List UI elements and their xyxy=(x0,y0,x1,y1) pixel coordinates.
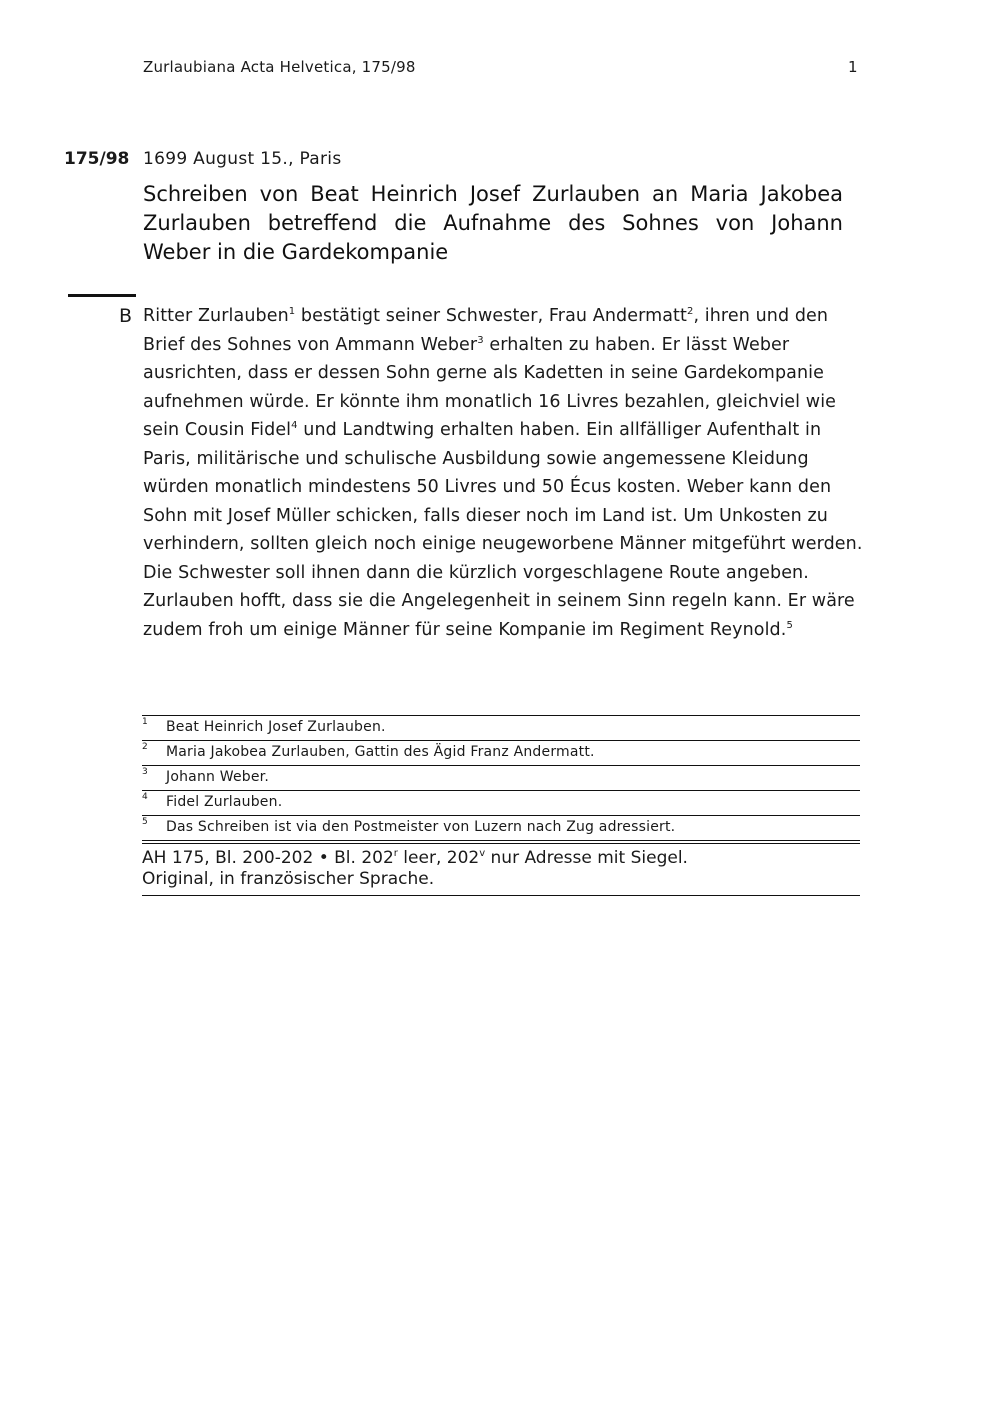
footnote-mark: 3 xyxy=(142,767,148,777)
footnote-ref[interactable]: 5 xyxy=(786,619,793,631)
archive-signature-line xyxy=(142,848,860,869)
footnote-ref[interactable]: 3 xyxy=(477,334,484,346)
footnote-mark: 4 xyxy=(142,792,148,802)
footnote-text: Maria Jakobea Zurlauben, Gattin des Ägid Franz Andermatt. xyxy=(166,744,595,760)
source-letter: B xyxy=(119,305,133,327)
archive-verso-note: nur Adresse mit Siegel. xyxy=(485,848,688,868)
footnote-mark: 1 xyxy=(142,717,148,727)
summary-segment: und Landtwing erhalten haben. Ein allfälliger Aufenthalt in Paris, militärische und schulische Ausbildung sowie angemessene Kleidung würden monatlich mindestens 50 Livres und 50 Écus kosten. Weber kann den Sohn mit Josef Müller schicken, falls dieser noch im Land ist. Um Unkosten zu verhindern, sollten gleich noch einige neugeworbene Männer mitgeführt werden. Die Schwester soll ihnen dann die kürzlich vorgeschlagene Route angeben. Zurlauben hofft, dass sie die Angelegenheit in seinem Sinn regeln kann. Er wäre zudem froh um einige Männer für seine Kompanie im Regiment Reynold. xyxy=(143,420,863,640)
footnote-item xyxy=(142,716,860,741)
footnote-mark: 5 xyxy=(142,817,148,827)
document-date-place: 1699 August 15., Paris xyxy=(143,149,342,169)
margin-rule xyxy=(68,294,136,297)
summary-segment: , ihren und den Brief des Sohnes von Ammann Weber xyxy=(143,306,829,355)
footnote-mark: 2 xyxy=(142,742,148,752)
page-number: 1 xyxy=(848,58,858,76)
document-number: 175/98 xyxy=(64,149,130,169)
archive-reference xyxy=(142,843,860,896)
footnote-item xyxy=(142,791,860,816)
summary-segment: Ritter Zurlauben xyxy=(143,306,289,326)
footnote-text: Das Schreiben ist via den Postmeister von Luzern nach Zug adressiert. xyxy=(166,819,676,835)
verso-mark: v xyxy=(479,848,486,859)
footnote-text: Beat Heinrich Josef Zurlauben. xyxy=(166,719,386,735)
document-title: Schreiben von Beat Heinrich Josef Zurlauben an Maria Jakobea Zurlauben betreffend die Aufnahme des Sohnes von Johann Weber in die Gardekompanie xyxy=(143,182,843,264)
footnote-item xyxy=(142,741,860,766)
recto-mark: r xyxy=(393,848,398,859)
summary-segment: erhalten zu haben. Er lässt Weber ausrichten, dass er dessen Sohn gerne als Kadetten in seine Gardekompanie aufnehmen würde. Er könnte ihm monatlich 16 Livres bezahlen, gleichviel wie sein Cousin Fidel xyxy=(143,334,837,440)
summary-segment: bestätigt seiner Schwester, Frau Andermatt xyxy=(295,306,687,326)
archive-description: Original, in französischer Sprache. xyxy=(142,869,435,889)
archive-recto-note: leer, 202 xyxy=(397,848,480,868)
footnote-text: Fidel Zurlauben. xyxy=(166,794,283,810)
footnote-ref[interactable]: 4 xyxy=(291,420,298,431)
footnote-item xyxy=(142,816,860,841)
summary-text xyxy=(143,302,863,644)
footnotes-list xyxy=(142,715,860,841)
footnote-ref[interactable]: 1 xyxy=(288,306,296,317)
running-title: Zurlaubiana Acta Helvetica, 175/98 xyxy=(143,58,416,76)
archive-signature: AH 175, Bl. 200-202 • Bl. 202 xyxy=(142,848,394,868)
footnote-text: Johann Weber. xyxy=(166,769,269,785)
footnote-item xyxy=(142,766,860,791)
footnote-ref[interactable]: 2 xyxy=(686,306,694,317)
